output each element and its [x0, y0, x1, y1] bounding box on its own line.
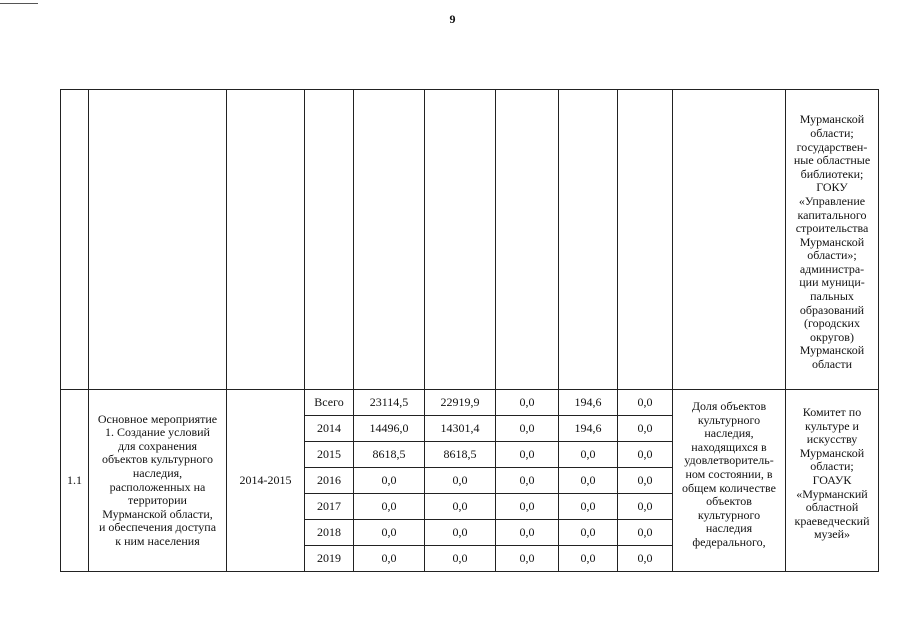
value-cell: 0,0 [354, 520, 425, 546]
responsible-cell [786, 390, 879, 572]
text-line: культурного [697, 507, 761, 522]
value-cell: 194,6 [559, 416, 618, 442]
text-line: библиотеки; [800, 166, 864, 181]
value-cell: 0,0 [354, 494, 425, 520]
text-line: области; [810, 125, 854, 140]
value-cell: 14496,0 [354, 416, 425, 442]
measure-name-text [91, 413, 224, 549]
text-line: расположенных на [109, 479, 206, 494]
value-cell: 0,0 [559, 442, 618, 468]
responsible-text [788, 406, 876, 542]
text-line: культуре и [805, 418, 859, 433]
text-line: Мурманской области, [102, 506, 213, 521]
value-cell: 0,0 [618, 546, 673, 572]
text-line: ГОКУ [816, 180, 848, 195]
continued-responsible-cell [786, 90, 879, 390]
text-line: округов) [810, 329, 854, 344]
text-line: к ним населения [115, 533, 200, 548]
text-line: культурного [697, 412, 761, 427]
empty-cell [61, 90, 89, 390]
value-cell: 194,6 [559, 390, 618, 416]
value-cell: 0,0 [559, 494, 618, 520]
text-line: наследия, [704, 426, 754, 441]
text-line: Комитет по [802, 405, 862, 419]
year-cell: 2014 [305, 416, 354, 442]
measure-name [89, 390, 227, 572]
text-line: (городских [804, 316, 860, 331]
text-line: областной [805, 500, 859, 515]
corner-scan-mark [0, 3, 38, 4]
year-cell: Всего [305, 390, 354, 416]
year-cell: 2015 [305, 442, 354, 468]
text-line: Мурманской [799, 343, 865, 358]
empty-cell [559, 90, 618, 390]
value-cell: 0,0 [496, 520, 559, 546]
value-cell: 0,0 [618, 416, 673, 442]
value-cell: 0,0 [618, 520, 673, 546]
text-line: наследия, [132, 465, 183, 480]
text-line: области; [810, 459, 854, 474]
empty-cell [227, 90, 305, 390]
value-cell: 0,0 [496, 494, 559, 520]
text-line: федерального, [692, 534, 766, 549]
value-cell: 0,0 [496, 546, 559, 572]
text-line: «Управление [798, 193, 866, 208]
empty-cell [618, 90, 673, 390]
program-table [60, 89, 879, 572]
text-line: музей» [813, 527, 851, 542]
empty-cell [673, 90, 786, 390]
text-line: наследия [705, 521, 753, 536]
value-cell: 0,0 [618, 390, 673, 416]
value-cell: 0,0 [496, 468, 559, 494]
text-line: краеведческий [794, 513, 870, 528]
text-line: объектов культурного [101, 452, 214, 467]
empty-cell [89, 90, 227, 390]
value-cell: 8618,5 [425, 442, 496, 468]
value-cell: 0,0 [559, 520, 618, 546]
text-line: пальных [810, 289, 854, 304]
text-line: строительства [795, 221, 869, 236]
empty-cell [354, 90, 425, 390]
empty-cell [496, 90, 559, 390]
year-cell: 2016 [305, 468, 354, 494]
text-line: территории [128, 493, 187, 508]
text-line: ГОАУК [812, 472, 852, 487]
value-cell: 14301,4 [425, 416, 496, 442]
text-line: ные областные [793, 153, 871, 168]
text-line: общем количестве [682, 480, 776, 495]
value-cell: 0,0 [354, 546, 425, 572]
text-line: 1. Создание условий [105, 425, 210, 440]
value-cell: 0,0 [559, 546, 618, 572]
text-line: ции муници- [799, 275, 865, 290]
value-cell: 22919,9 [425, 390, 496, 416]
value-cell: 0,0 [496, 390, 559, 416]
measure-period: 2014-2015 [227, 390, 305, 572]
text-line: Доля объектов [691, 399, 767, 413]
text-line: искусству [806, 432, 858, 447]
value-cell: 0,0 [496, 416, 559, 442]
value-cell: 0,0 [618, 494, 673, 520]
value-cell: 0,0 [425, 494, 496, 520]
text-line: удовлетворитель- [684, 453, 774, 468]
year-cell: 2019 [305, 546, 354, 572]
value-cell: 0,0 [425, 546, 496, 572]
measure-row-0 [61, 390, 879, 416]
year-cell: 2017 [305, 494, 354, 520]
continued-responsible-text [788, 113, 876, 371]
value-cell: 0,0 [425, 520, 496, 546]
empty-cell [425, 90, 496, 390]
text-line: области [811, 357, 853, 372]
value-cell: 0,0 [618, 442, 673, 468]
text-line: Мурманской [799, 234, 865, 249]
measure-number: 1.1 [61, 390, 89, 572]
value-cell: 0,0 [559, 468, 618, 494]
value-cell: 0,0 [496, 442, 559, 468]
empty-cell [305, 90, 354, 390]
text-line: и обеспечения доступа [98, 520, 217, 535]
text-line: государствен- [796, 139, 868, 154]
value-cell: 0,0 [618, 468, 673, 494]
page-number: 9 [449, 12, 456, 26]
text-line: Основное мероприятие [97, 411, 218, 426]
text-line: администра- [799, 261, 865, 276]
indicator-cell [673, 390, 786, 572]
value-cell: 23114,5 [354, 390, 425, 416]
text-line: Мурманской [799, 112, 865, 127]
continued-row [61, 90, 879, 390]
text-line: «Мурманский [796, 486, 868, 501]
text-line: образований [799, 302, 865, 317]
text-line: находящихся в [691, 439, 767, 454]
indicator-text [675, 400, 783, 550]
text-line: капитального [797, 207, 867, 222]
value-cell: 0,0 [354, 468, 425, 494]
text-line: для сохранения [117, 438, 198, 453]
text-line: объектов [706, 494, 752, 509]
value-cell: 8618,5 [354, 442, 425, 468]
text-line: ном состоянии, в [685, 466, 773, 481]
text-line: области»; [807, 248, 857, 263]
text-line: Мурманской [799, 445, 865, 460]
year-cell: 2018 [305, 520, 354, 546]
value-cell: 0,0 [425, 468, 496, 494]
